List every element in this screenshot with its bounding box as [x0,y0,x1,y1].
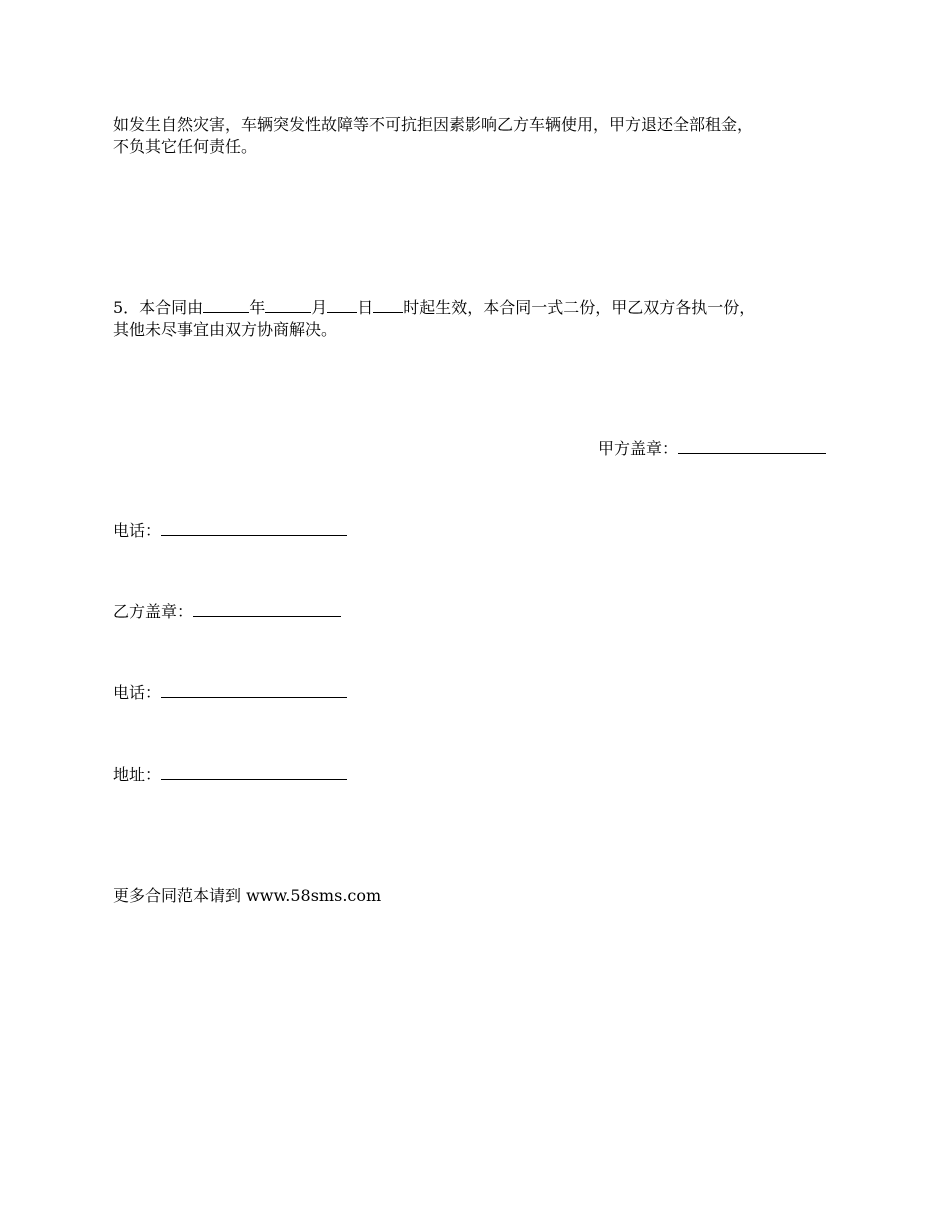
day-blank [327,296,357,313]
phone-1-label: 电话： [113,521,162,540]
party-a-seal-line [678,437,826,454]
clause-5 [113,296,755,341]
clause-5-text-end: 时起生效，本合同一式二份，甲乙双方各执一份， [403,298,756,317]
clause-5-line-2: 其他未尽事宜由双方协商解决。 [113,320,338,339]
address-line [161,763,347,780]
party-a-seal-label: 甲方盖章： [598,439,679,458]
force-majeure-line-1: 如发生自然灾害，车辆突发性故障等不可抗拒因素影响乙方车辆使用，甲方退还全部租金， [113,115,754,134]
month-blank [265,296,311,313]
clause-5-line-1 [113,296,755,319]
hour-blank [373,296,403,313]
year-blank [203,296,249,313]
phone-2-label: 电话： [113,683,162,702]
phone-2-row [113,681,347,704]
phone-2-line [161,681,347,698]
party-b-seal-line [193,600,341,617]
footer-more-templates: 更多合同范本请到 www.58sms.com [113,886,382,905]
force-majeure-line-2: 不负其它任何责任。 [113,137,258,156]
party-b-seal-label: 乙方盖章： [113,602,194,621]
clause-5-text-start: 5．本合同由 [113,298,204,317]
party-a-seal-row [598,437,826,460]
party-b-seal-row [113,600,341,623]
phone-1-row [113,519,347,542]
year-label: 年 [249,298,266,317]
force-majeure-clause [113,114,753,158]
month-label: 月 [311,298,328,317]
address-row [113,763,347,786]
address-label: 地址： [113,765,162,784]
phone-1-line [161,519,347,536]
day-label: 日 [357,298,374,317]
